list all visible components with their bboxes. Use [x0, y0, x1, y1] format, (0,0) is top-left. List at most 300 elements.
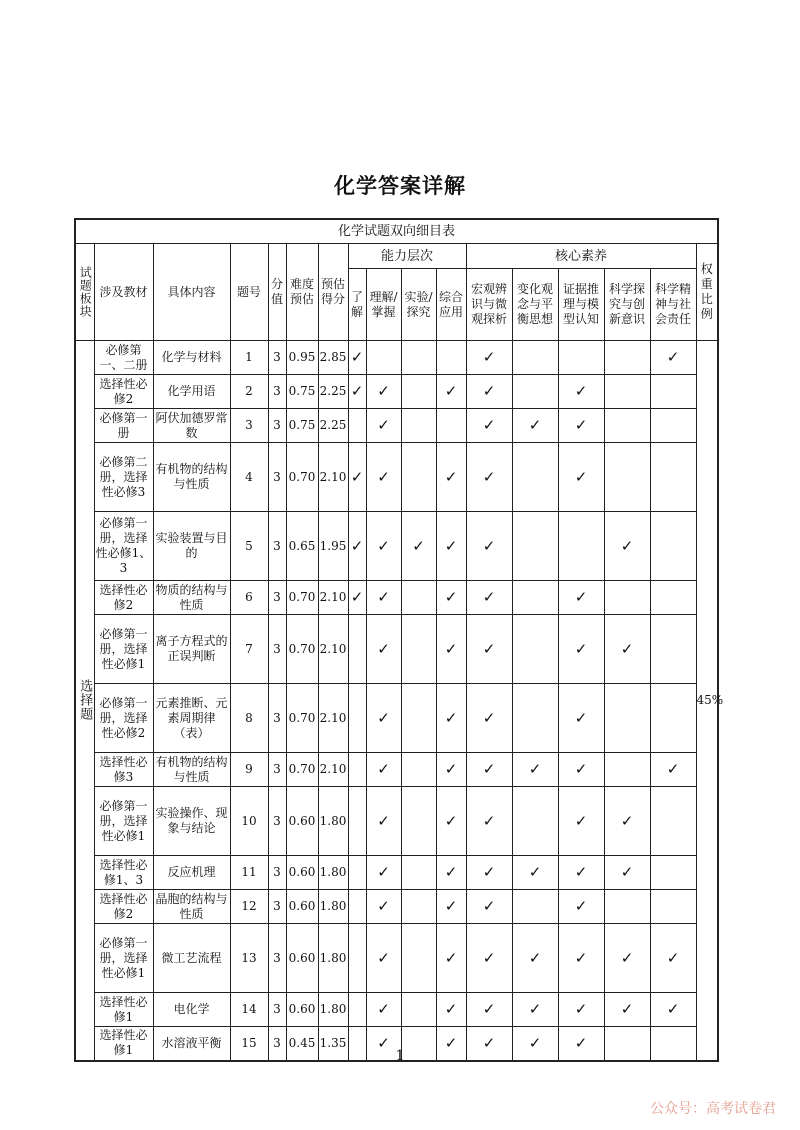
expected-cell: 1.80 — [318, 856, 348, 890]
literacy-cell — [650, 615, 696, 684]
check-mark-icon: ✓ — [574, 1000, 588, 1018]
check-mark-icon: ✓ — [482, 1000, 496, 1018]
check-mark-icon: ✓ — [377, 639, 390, 658]
table-row — [75, 787, 718, 856]
literacy-cell — [604, 890, 650, 924]
check-mark-icon: ✓ — [377, 1033, 390, 1052]
literacy-cell — [466, 684, 512, 753]
check-mark-icon: ✓ — [444, 639, 458, 658]
table-row — [75, 615, 718, 684]
literacy-cell — [512, 341, 558, 375]
ability-cell — [401, 856, 436, 890]
check-mark-icon: ✓ — [377, 382, 390, 400]
literacy-cell — [650, 341, 696, 375]
content-cell: 有机物的结构与性质 — [153, 753, 230, 787]
literacy-cell — [512, 787, 558, 856]
ability-cell — [436, 375, 466, 409]
check-mark-icon: ✓ — [377, 897, 390, 915]
literacy-cell — [466, 409, 512, 443]
literacy-cell — [650, 753, 696, 787]
check-mark-icon: ✓ — [482, 467, 496, 486]
check-mark-icon: ✓ — [574, 760, 588, 778]
ability-cell — [436, 443, 466, 512]
textbook-cell: 必修第一册，选择性必修2 — [94, 684, 153, 753]
literacy-cell — [604, 684, 650, 753]
expected-cell: 2.85 — [318, 341, 348, 375]
ability-cell — [436, 787, 466, 856]
number-cell: 7 — [230, 615, 268, 684]
check-mark-icon: ✓ — [444, 1033, 458, 1052]
literacy-cell — [466, 753, 512, 787]
check-mark-icon: ✓ — [574, 708, 588, 727]
check-mark-icon: ✓ — [574, 588, 588, 606]
textbook-cell: 选择性必修1、3 — [94, 856, 153, 890]
difficulty-cell: 0.60 — [286, 993, 318, 1027]
textbook-cell: 选择性必修2 — [94, 581, 153, 615]
spec-table — [74, 218, 724, 1062]
literacy-cell — [512, 924, 558, 993]
check-mark-icon: ✓ — [350, 588, 364, 606]
ability-cell — [348, 787, 366, 856]
ability-cell — [366, 684, 401, 753]
number-cell: 2 — [230, 375, 268, 409]
textbook-cell: 选择性必修3 — [94, 753, 153, 787]
header-ability-3: 综合应用 — [436, 269, 466, 341]
literacy-cell — [512, 615, 558, 684]
check-mark-icon: ✓ — [444, 1000, 458, 1018]
ability-cell — [348, 443, 366, 512]
ability-cell — [401, 993, 436, 1027]
content-cell: 微工艺流程 — [153, 924, 230, 993]
header-ability-2: 实验/探究 — [401, 269, 436, 341]
ability-cell — [348, 581, 366, 615]
check-mark-icon: ✓ — [444, 811, 458, 830]
literacy-cell — [604, 581, 650, 615]
page-title: 化学答案详解 — [334, 174, 466, 198]
expected-cell: 1.80 — [318, 924, 348, 993]
ability-cell — [366, 581, 401, 615]
check-mark-icon: ✓ — [444, 588, 458, 606]
textbook-cell: 必修第一册，选择性必修1 — [94, 924, 153, 993]
ability-cell — [366, 375, 401, 409]
check-mark-icon: ✓ — [444, 897, 458, 915]
literacy-cell — [558, 787, 604, 856]
check-mark-icon: ✓ — [377, 416, 390, 434]
ability-cell — [348, 512, 366, 581]
ability-cell — [436, 753, 466, 787]
literacy-cell — [604, 856, 650, 890]
table-row — [75, 993, 718, 1027]
number-cell: 1 — [230, 341, 268, 375]
number-cell: 15 — [230, 1027, 268, 1061]
check-mark-icon: ✓ — [444, 708, 458, 727]
score-cell: 3 — [268, 409, 286, 443]
check-mark-icon: ✓ — [444, 382, 458, 400]
literacy-cell — [650, 924, 696, 993]
ability-cell — [401, 375, 436, 409]
table-row — [75, 684, 718, 753]
header-literacy-2: 证据推理与模型认知 — [558, 269, 604, 341]
ability-cell — [401, 924, 436, 993]
literacy-cell — [512, 684, 558, 753]
check-mark-icon: ✓ — [482, 708, 496, 727]
check-mark-icon: ✓ — [350, 536, 364, 555]
header-weight: 权重比例 — [696, 244, 718, 341]
check-mark-icon: ✓ — [377, 1000, 390, 1018]
ability-cell — [348, 684, 366, 753]
header-ability-0: 了解 — [348, 269, 366, 341]
literacy-cell — [650, 684, 696, 753]
check-mark-icon: ✓ — [666, 348, 680, 366]
literacy-cell — [604, 341, 650, 375]
ability-cell — [366, 924, 401, 993]
content-cell: 晶胞的结构与性质 — [153, 890, 230, 924]
literacy-cell — [558, 993, 604, 1027]
expected-cell: 2.10 — [318, 684, 348, 753]
check-mark-icon: ✓ — [574, 416, 588, 434]
table-row — [75, 924, 718, 993]
ability-cell — [366, 443, 401, 512]
difficulty-cell: 0.70 — [286, 753, 318, 787]
header-ability-1: 理解/掌握 — [366, 269, 401, 341]
score-cell: 3 — [268, 375, 286, 409]
header-literacy-group: 核心素养 — [466, 244, 696, 269]
number-cell: 5 — [230, 512, 268, 581]
number-cell: 8 — [230, 684, 268, 753]
content-cell: 元素推断、元素周期律（表） — [153, 684, 230, 753]
difficulty-cell: 0.60 — [286, 787, 318, 856]
literacy-cell — [466, 787, 512, 856]
check-mark-icon: ✓ — [620, 948, 634, 967]
check-mark-icon: ✓ — [482, 811, 496, 830]
check-mark-icon: ✓ — [574, 863, 588, 881]
check-mark-icon: ✓ — [350, 467, 364, 486]
check-mark-icon: ✓ — [482, 760, 496, 778]
difficulty-cell: 0.60 — [286, 924, 318, 993]
check-mark-icon: ✓ — [574, 1033, 588, 1052]
literacy-cell — [558, 375, 604, 409]
expected-cell: 1.35 — [318, 1027, 348, 1061]
header-block: 试题板块 — [75, 244, 94, 341]
ability-cell — [366, 409, 401, 443]
content-cell: 物质的结构与性质 — [153, 581, 230, 615]
number-cell: 11 — [230, 856, 268, 890]
ability-cell — [366, 512, 401, 581]
check-mark-icon: ✓ — [377, 708, 390, 727]
literacy-cell — [466, 890, 512, 924]
textbook-cell: 选择性必修1 — [94, 1027, 153, 1061]
ability-cell — [366, 993, 401, 1027]
ability-cell — [436, 512, 466, 581]
check-mark-icon: ✓ — [528, 1000, 542, 1018]
check-mark-icon: ✓ — [482, 348, 496, 366]
content-cell: 电化学 — [153, 993, 230, 1027]
literacy-cell — [466, 924, 512, 993]
check-mark-icon: ✓ — [620, 1000, 634, 1018]
ability-cell — [366, 753, 401, 787]
check-mark-icon: ✓ — [574, 811, 588, 830]
check-mark-icon: ✓ — [482, 897, 496, 915]
check-mark-icon: ✓ — [482, 1033, 496, 1052]
check-mark-icon: ✓ — [482, 382, 496, 400]
literacy-cell — [650, 787, 696, 856]
ability-cell — [348, 993, 366, 1027]
textbook-cell: 选择性必修2 — [94, 375, 153, 409]
score-cell: 3 — [268, 443, 286, 512]
literacy-cell — [466, 993, 512, 1027]
content-cell: 实验装置与目的 — [153, 512, 230, 581]
check-mark-icon: ✓ — [377, 467, 390, 486]
ability-cell — [436, 684, 466, 753]
literacy-cell — [558, 753, 604, 787]
difficulty-cell: 0.65 — [286, 512, 318, 581]
ability-cell — [401, 409, 436, 443]
number-cell: 6 — [230, 581, 268, 615]
check-mark-icon: ✓ — [482, 588, 496, 606]
textbook-cell: 必修第一册 — [94, 409, 153, 443]
expected-cell: 1.80 — [318, 890, 348, 924]
textbook-cell: 必修第二册，选择性必修3 — [94, 443, 153, 512]
number-cell: 4 — [230, 443, 268, 512]
expected-cell: 2.10 — [318, 443, 348, 512]
weight-cell: 45% — [696, 341, 718, 1061]
expected-cell: 2.25 — [318, 409, 348, 443]
difficulty-cell: 0.70 — [286, 443, 318, 512]
check-mark-icon: ✓ — [574, 639, 588, 658]
literacy-cell — [650, 856, 696, 890]
literacy-cell — [466, 856, 512, 890]
check-mark-icon: ✓ — [377, 811, 390, 830]
literacy-cell — [466, 443, 512, 512]
check-mark-icon: ✓ — [444, 760, 458, 778]
table-row — [75, 375, 718, 409]
literacy-cell — [512, 753, 558, 787]
ability-cell — [401, 684, 436, 753]
literacy-cell — [512, 375, 558, 409]
ability-cell — [348, 856, 366, 890]
check-mark-icon: ✓ — [620, 536, 634, 555]
ability-cell — [436, 993, 466, 1027]
check-mark-icon: ✓ — [574, 897, 588, 915]
ability-cell — [436, 581, 466, 615]
table-row — [75, 512, 718, 581]
literacy-cell — [558, 443, 604, 512]
check-mark-icon: ✓ — [528, 1033, 542, 1052]
header-content: 具体内容 — [153, 244, 230, 341]
difficulty-cell: 0.60 — [286, 856, 318, 890]
score-cell: 3 — [268, 615, 286, 684]
ability-cell — [401, 890, 436, 924]
literacy-cell — [558, 615, 604, 684]
table-row — [75, 581, 718, 615]
number-cell: 10 — [230, 787, 268, 856]
literacy-cell — [512, 581, 558, 615]
check-mark-icon: ✓ — [444, 948, 458, 967]
ability-cell — [401, 615, 436, 684]
literacy-cell — [604, 993, 650, 1027]
ability-cell — [366, 890, 401, 924]
check-mark-icon: ✓ — [528, 948, 542, 967]
textbook-cell: 必修第一、二册 — [94, 341, 153, 375]
literacy-cell — [650, 375, 696, 409]
content-cell: 实验操作、现象与结论 — [153, 787, 230, 856]
ability-cell — [401, 581, 436, 615]
header-literacy-0: 宏观辨识与微观探析 — [466, 269, 512, 341]
literacy-cell — [466, 615, 512, 684]
header-expected: 预估得分 — [318, 244, 348, 341]
difficulty-cell: 0.70 — [286, 615, 318, 684]
check-mark-icon: ✓ — [350, 382, 364, 400]
literacy-cell — [604, 615, 650, 684]
ability-cell — [348, 341, 366, 375]
ability-cell — [366, 615, 401, 684]
check-mark-icon: ✓ — [482, 863, 496, 881]
check-mark-icon: ✓ — [377, 588, 390, 606]
score-cell: 3 — [268, 341, 286, 375]
check-mark-icon: ✓ — [528, 760, 542, 778]
expected-cell: 2.25 — [318, 375, 348, 409]
content-cell: 化学与材料 — [153, 341, 230, 375]
check-mark-icon: ✓ — [620, 811, 634, 830]
ability-cell — [348, 615, 366, 684]
literacy-cell — [558, 581, 604, 615]
table-row — [75, 409, 718, 443]
textbook-cell: 必修第一册，选择性必修1 — [94, 615, 153, 684]
check-mark-icon: ✓ — [482, 416, 496, 434]
literacy-cell — [558, 512, 604, 581]
check-mark-icon: ✓ — [666, 948, 680, 967]
literacy-cell — [466, 341, 512, 375]
number-cell: 13 — [230, 924, 268, 993]
ability-cell — [436, 409, 466, 443]
literacy-cell — [558, 856, 604, 890]
check-mark-icon: ✓ — [482, 639, 496, 658]
literacy-cell — [604, 924, 650, 993]
ability-cell — [348, 409, 366, 443]
score-cell: 3 — [268, 993, 286, 1027]
textbook-cell: 必修第一册，选择性必修1、3 — [94, 512, 153, 581]
ability-cell — [436, 341, 466, 375]
ability-cell — [348, 375, 366, 409]
content-cell: 水溶液平衡 — [153, 1027, 230, 1061]
number-cell: 3 — [230, 409, 268, 443]
check-mark-icon: ✓ — [620, 639, 634, 658]
check-mark-icon: ✓ — [666, 1000, 680, 1018]
block-cell: 选择题 — [75, 341, 94, 1061]
literacy-cell — [604, 787, 650, 856]
check-mark-icon: ✓ — [528, 863, 542, 881]
literacy-cell — [512, 409, 558, 443]
score-cell: 3 — [268, 787, 286, 856]
literacy-cell — [512, 856, 558, 890]
difficulty-cell: 0.70 — [286, 581, 318, 615]
literacy-cell — [512, 443, 558, 512]
ability-cell — [436, 924, 466, 993]
ability-cell — [348, 924, 366, 993]
header-textbook: 涉及教材 — [94, 244, 153, 341]
difficulty-cell: 0.95 — [286, 341, 318, 375]
ability-cell — [401, 443, 436, 512]
ability-cell — [401, 512, 436, 581]
check-mark-icon: ✓ — [377, 948, 390, 967]
ability-cell — [436, 856, 466, 890]
literacy-cell — [512, 993, 558, 1027]
header-difficulty: 难度预估 — [286, 244, 318, 341]
check-mark-icon: ✓ — [528, 416, 542, 434]
literacy-cell — [650, 890, 696, 924]
difficulty-cell: 0.75 — [286, 409, 318, 443]
content-cell: 有机物的结构与性质 — [153, 443, 230, 512]
literacy-cell — [604, 443, 650, 512]
content-cell: 离子方程式的正误判断 — [153, 615, 230, 684]
expected-cell: 1.80 — [318, 993, 348, 1027]
table-row — [75, 856, 718, 890]
check-mark-icon: ✓ — [666, 760, 680, 778]
check-mark-icon: ✓ — [574, 467, 588, 486]
literacy-cell — [558, 341, 604, 375]
ability-cell — [366, 856, 401, 890]
header-ability-group: 能力层次 — [348, 244, 466, 269]
ability-cell — [401, 753, 436, 787]
ability-cell — [366, 787, 401, 856]
check-mark-icon: ✓ — [444, 863, 458, 881]
check-mark-icon: ✓ — [377, 760, 390, 778]
score-cell: 3 — [268, 924, 286, 993]
literacy-cell — [466, 375, 512, 409]
check-mark-icon: ✓ — [350, 348, 364, 366]
expected-cell: 1.95 — [318, 512, 348, 581]
check-mark-icon: ✓ — [574, 948, 588, 967]
literacy-cell — [604, 753, 650, 787]
score-cell: 3 — [268, 581, 286, 615]
literacy-cell — [650, 993, 696, 1027]
table-row — [75, 890, 718, 924]
score-cell: 3 — [268, 512, 286, 581]
score-cell: 3 — [268, 753, 286, 787]
ability-cell — [401, 787, 436, 856]
expected-cell: 2.10 — [318, 615, 348, 684]
table-body — [75, 341, 724, 1061]
header-literacy-1: 变化观念与平衡思想 — [512, 269, 558, 341]
textbook-cell: 选择性必修1 — [94, 993, 153, 1027]
table-row — [75, 753, 718, 787]
page-number: 1 — [395, 1048, 405, 1064]
check-mark-icon: ✓ — [620, 863, 634, 881]
header-literacy-3: 科学探究与创新意识 — [604, 269, 650, 341]
literacy-cell — [604, 512, 650, 581]
difficulty-cell: 0.75 — [286, 375, 318, 409]
number-cell: 12 — [230, 890, 268, 924]
literacy-cell — [650, 512, 696, 581]
watermark: 公众号：高考试卷君 — [650, 1101, 776, 1117]
check-mark-icon: ✓ — [444, 467, 458, 486]
check-mark-icon: ✓ — [482, 948, 496, 967]
literacy-cell — [558, 684, 604, 753]
ability-cell — [401, 341, 436, 375]
literacy-cell — [558, 409, 604, 443]
difficulty-cell: 0.70 — [286, 684, 318, 753]
score-cell: 3 — [268, 890, 286, 924]
content-cell: 阿伏加德罗常数 — [153, 409, 230, 443]
expected-cell: 1.80 — [318, 787, 348, 856]
literacy-cell — [558, 890, 604, 924]
table-row — [75, 341, 718, 375]
literacy-cell — [512, 890, 558, 924]
literacy-cell — [650, 409, 696, 443]
expected-cell: 2.10 — [318, 581, 348, 615]
content-cell: 反应机理 — [153, 856, 230, 890]
table-row — [75, 443, 718, 512]
